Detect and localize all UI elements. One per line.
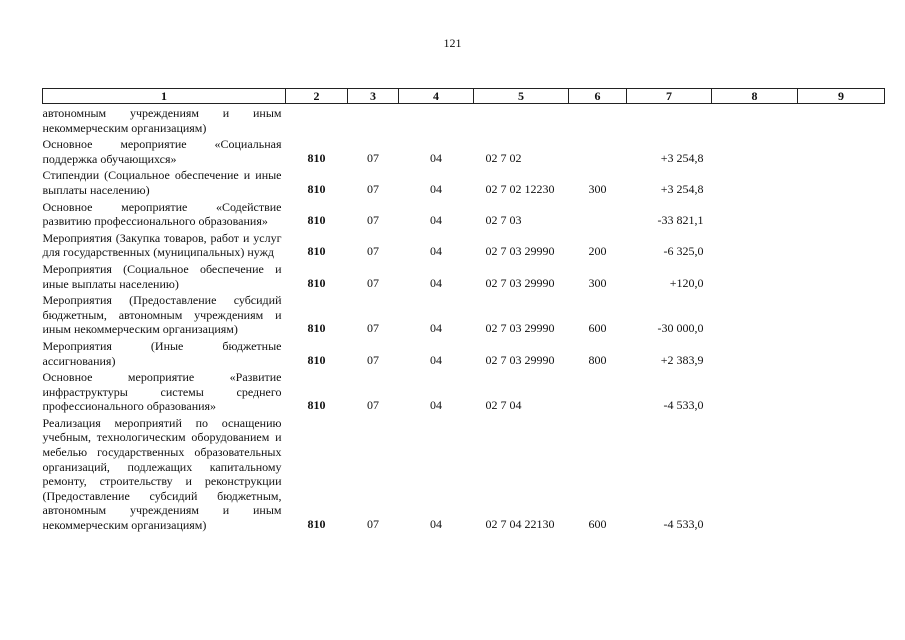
row-amount: -33 821,1 (657, 213, 704, 228)
row-subsection-code: 04 (430, 398, 442, 413)
table-row (43, 229, 885, 260)
row-section-code: 07 (367, 398, 379, 413)
row-subsection-code: 04 (430, 181, 442, 196)
row-amount (627, 104, 712, 136)
column-header-9: 9 (798, 89, 885, 104)
row-section-code: 07 (367, 244, 379, 259)
row-col-9 (798, 337, 885, 368)
row-subsection-code: 04 (430, 517, 442, 532)
row-col-8 (712, 260, 798, 291)
row-amount: -4 533,0 (663, 517, 704, 532)
row-amount: -4 533,0 (663, 398, 704, 413)
row-target-code: 02 7 03 (485, 213, 522, 228)
row-expense-type (569, 104, 627, 136)
table-header-row (43, 89, 885, 104)
row-amount: +2 383,9 (660, 352, 704, 367)
row-gr-code: 810 (307, 321, 326, 336)
row-col-8 (712, 166, 798, 197)
row-amount: +3 254,8 (660, 150, 704, 165)
row-gr-code: 810 (307, 244, 326, 259)
row-description: Основное мероприятие «Содействие развитию профессионального образования» (42, 199, 282, 229)
row-expense-type: 600 (588, 517, 607, 532)
row-description: Основное мероприятие «Социальная поддержка обучающихся» (42, 137, 282, 166)
row-target-code: 02 7 04 22130 (485, 517, 555, 532)
row-section-code: 07 (367, 181, 379, 196)
table-row (43, 337, 885, 368)
column-header-7: 7 (627, 89, 712, 104)
row-subsection-code: 04 (430, 352, 442, 367)
row-col-9 (798, 260, 885, 291)
table-row (43, 260, 885, 291)
row-target-code: 02 7 03 29990 (485, 352, 555, 367)
row-gr-code: 810 (307, 150, 326, 165)
row-section-code: 07 (367, 275, 379, 290)
row-col-9 (798, 135, 885, 166)
row-section-code: 07 (367, 321, 379, 336)
row-target-code: 02 7 03 29990 (485, 275, 555, 290)
row-description: Стипендии (Социальное обеспечение и иные выплаты населению) (42, 168, 282, 197)
table-row (43, 414, 885, 533)
row-gr-code: 810 (307, 352, 326, 367)
row-expense-type: 600 (588, 321, 607, 336)
column-header-6: 6 (569, 89, 627, 104)
row-expense-type: 300 (588, 181, 607, 196)
row-amount: -6 325,0 (663, 244, 704, 259)
table-row (43, 198, 885, 229)
table-row (43, 104, 885, 136)
column-header-3: 3 (348, 89, 399, 104)
row-expense-type (569, 368, 627, 414)
row-subsection-code: 04 (430, 275, 442, 290)
row-description: Основное мероприятие «Развитие инфраструктуры системы среднего профессионального образования» (42, 370, 282, 414)
column-header-4: 4 (399, 89, 474, 104)
column-header-1: 1 (43, 89, 286, 104)
row-expense-type (569, 135, 627, 166)
row-col-8 (712, 337, 798, 368)
row-section-code: 07 (367, 150, 379, 165)
row-subsection-code: 04 (430, 213, 442, 228)
row-col-8 (712, 291, 798, 337)
row-subsection-code (399, 104, 474, 136)
column-header-2: 2 (286, 89, 348, 104)
row-subsection-code: 04 (430, 244, 442, 259)
table-row (43, 291, 885, 337)
row-gr-code (286, 104, 348, 136)
budget-table (42, 88, 885, 533)
row-col-9 (798, 414, 885, 533)
table-row (43, 368, 885, 414)
row-expense-type (569, 198, 627, 229)
row-target-code: 02 7 03 29990 (485, 244, 555, 259)
row-section-code: 07 (367, 213, 379, 228)
row-target-code: 02 7 03 29990 (485, 321, 555, 336)
row-gr-code: 810 (307, 275, 326, 290)
row-section-code: 07 (367, 352, 379, 367)
row-description: Мероприятия (Иные бюджетные ассигнования) (42, 338, 282, 368)
row-section-code: 07 (367, 517, 379, 532)
row-section-code (348, 104, 399, 136)
table-row (43, 135, 885, 166)
row-col-8 (712, 104, 798, 136)
row-expense-type: 800 (588, 352, 607, 367)
row-col-9 (798, 198, 885, 229)
table-row (43, 166, 885, 197)
row-col-8 (712, 135, 798, 166)
row-expense-type: 300 (588, 275, 607, 290)
row-gr-code: 810 (307, 181, 326, 196)
row-description: Мероприятия (Предоставление субсидий бюджетным, автономным учреждениям и иным некоммерческим организациям) (42, 293, 282, 337)
row-amount: +3 254,8 (660, 181, 704, 196)
row-target-code (474, 104, 569, 136)
column-header-5: 5 (474, 89, 569, 104)
row-col-9 (798, 368, 885, 414)
row-target-code: 02 7 04 (485, 398, 522, 413)
row-description: Мероприятия (Социальное обеспечение и иные выплаты населению) (42, 261, 282, 291)
row-col-9 (798, 104, 885, 136)
row-amount: -30 000,0 (657, 321, 704, 336)
row-col-8 (712, 229, 798, 260)
row-col-9 (798, 229, 885, 260)
row-col-8 (712, 368, 798, 414)
row-amount: +120,0 (669, 275, 704, 290)
row-col-9 (798, 166, 885, 197)
row-target-code: 02 7 02 12230 (485, 181, 555, 196)
page-number: 121 (443, 36, 462, 50)
row-subsection-code: 04 (430, 150, 442, 165)
row-col-8 (712, 198, 798, 229)
row-subsection-code: 04 (430, 321, 442, 336)
row-description: автономным учреждениям и иным некоммерческим организациям) (42, 106, 282, 135)
row-description: Реализация мероприятий по оснащению учебным, технологическим оборудованием и мебелью государственных образовательных организаций, подлежащих капитальному ремонту, строительству и реконструкции (Предоставление субсидий бюджетным, автономным учреждениям и иным некоммерческим организациям) (42, 415, 282, 533)
row-col-8 (712, 414, 798, 533)
row-gr-code: 810 (307, 213, 326, 228)
row-col-9 (798, 291, 885, 337)
row-expense-type: 200 (588, 244, 607, 259)
row-gr-code: 810 (307, 517, 326, 532)
row-gr-code: 810 (307, 398, 326, 413)
column-header-8: 8 (712, 89, 798, 104)
row-description: Мероприятия (Закупка товаров, работ и услуг для государственных (муниципальных) нужд (42, 230, 282, 260)
row-target-code: 02 7 02 (485, 150, 522, 165)
